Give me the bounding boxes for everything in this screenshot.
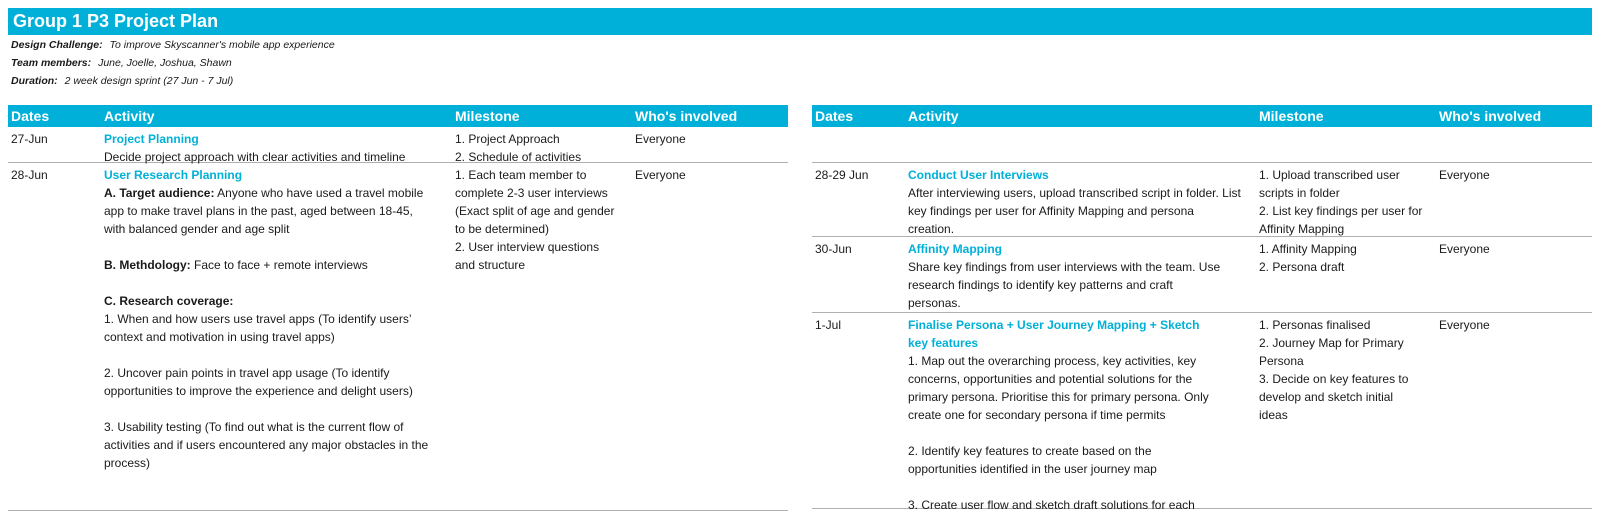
- row-date: 30-Jun: [815, 242, 852, 256]
- row-who: Everyone: [635, 132, 686, 146]
- row-who: Everyone: [1439, 168, 1490, 182]
- header-dates: Dates: [11, 108, 50, 124]
- research-coverage-label: C. Research coverage:: [104, 294, 234, 308]
- milestone-note: (Exact split of age and gender to be determined): [455, 204, 615, 236]
- milestone-item: 2. Schedule of activities: [455, 150, 582, 164]
- activity-step: 2. Identify key features to create based on the opportunities identified in the user journey map: [908, 444, 1157, 476]
- target-audience-text: Anyone who have used a travel mobile app to make travel plans in the past, aged between 18-45, with balanced gender and age split: [104, 186, 424, 236]
- activity-title: Affinity Mapping: [908, 242, 1002, 256]
- row-milestone: [1259, 166, 1424, 238]
- table-row: [8, 163, 788, 511]
- team-members-label: Team members:: [11, 57, 92, 69]
- header-who: Who's involved: [635, 108, 738, 124]
- milestone-item: 1. Project Approach: [455, 132, 560, 146]
- table-header: [8, 105, 788, 127]
- activity-desc: Share key findings from user interviews with the team. Use research findings to identify key patterns and craft personas.: [908, 260, 1221, 310]
- header-who: Who's involved: [1439, 108, 1542, 124]
- plan-table-left: [8, 105, 788, 511]
- duration-label: Duration:: [11, 75, 58, 87]
- activity-title: Conduct User Interviews: [908, 168, 1049, 182]
- coverage-item: 2. Uncover pain points in travel app usage (To identify opportunities to improve the experience and delight users): [104, 366, 413, 398]
- row-date: 28-Jun: [11, 168, 48, 182]
- header-activity: Activity: [104, 108, 155, 124]
- milestone-item: 2. List key findings per user for Affinity Mapping: [1259, 204, 1423, 236]
- table-row: [8, 127, 788, 163]
- duration-value: 2 week design sprint (27 Jun - 7 Jul): [64, 75, 234, 87]
- table-row-empty: [812, 127, 1592, 163]
- row-date: 28-29 Jun: [815, 168, 869, 182]
- page-title: Group 1 P3 Project Plan: [8, 8, 1592, 35]
- row-activity: [908, 240, 1228, 312]
- header-activity: Activity: [908, 108, 959, 124]
- row-activity: [908, 316, 1218, 514]
- design-challenge-value: To improve Skyscanner's mobile app experience: [109, 39, 335, 51]
- row-date: 1-Jul: [815, 318, 842, 332]
- row-milestone: [1259, 316, 1419, 424]
- milestone-item: 2. Journey Map for Primary Persona: [1259, 336, 1404, 368]
- milestone-item: 2. Persona draft: [1259, 260, 1345, 274]
- methodology-text: Face to face + remote interviews: [194, 258, 368, 272]
- coverage-item: 3. Usability testing (To find out what is the current flow of activities and if users encountered any major obstacles in the process): [104, 420, 429, 470]
- row-who: Everyone: [635, 168, 686, 182]
- activity-step: 3. Create user flow and sketch draft solutions for each: [908, 498, 1195, 512]
- team-members: [11, 56, 232, 70]
- row-milestone: [455, 130, 630, 166]
- row-activity: [908, 166, 1243, 238]
- activity-desc: After interviewing users, upload transcribed script in folder. List key findings per user for Affinity Mapping and persona creation.: [908, 186, 1241, 236]
- row-activity: [104, 130, 444, 166]
- methodology-label: B. Methdology:: [104, 258, 191, 272]
- row-who: Everyone: [1439, 318, 1490, 332]
- table-row: [812, 163, 1592, 237]
- team-members-value: June, Joelle, Joshua, Shawn: [98, 57, 232, 69]
- plan-table-right: [812, 105, 1592, 512]
- design-challenge: [11, 38, 335, 52]
- methodology: [104, 256, 434, 274]
- table-row: [812, 313, 1592, 512]
- row-who: Everyone: [1439, 242, 1490, 256]
- milestone-item: 1. Personas finalised: [1259, 318, 1371, 332]
- table-row: [812, 237, 1592, 313]
- row-milestone: [1259, 240, 1424, 276]
- activity-title: User Research Planning: [104, 168, 243, 182]
- activity-step: 1. Map out the overarching process, key activities, key concerns, opportunities and potential solutions for the primary persona. Prioritise this for primary persona. Only create one for secondary persona if time permits: [908, 354, 1209, 422]
- milestone-item: 1. Each team member to complete 2-3 user interviews: [455, 168, 608, 200]
- row-date: 27-Jun: [11, 132, 48, 146]
- table-header: [812, 105, 1592, 127]
- milestone-item: 1. Upload transcribed user scripts in folder: [1259, 168, 1400, 200]
- milestone-item: 3. Decide on key features to develop and sketch initial ideas: [1259, 372, 1409, 422]
- header-milestone: Milestone: [1259, 108, 1324, 124]
- design-challenge-label: Design Challenge:: [11, 39, 103, 51]
- row-milestone: [455, 166, 615, 274]
- header-dates: Dates: [815, 108, 854, 124]
- activity-desc: Decide project approach with clear activities and timeline: [104, 150, 406, 164]
- target-audience: [104, 184, 434, 238]
- header-milestone: Milestone: [455, 108, 520, 124]
- milestone-item: 1. Affinity Mapping: [1259, 242, 1357, 256]
- activity-title: Finalise Persona + User Journey Mapping + Sketch key features: [908, 318, 1200, 350]
- coverage-item: 1. When and how users use travel apps (To identify users’ context and motivation in using travel apps): [104, 312, 412, 344]
- activity-title: Project Planning: [104, 132, 199, 146]
- milestone-item: 2. User interview questions and structure: [455, 240, 600, 272]
- target-audience-label: A. Target audience:: [104, 186, 215, 200]
- duration: [11, 74, 233, 88]
- row-activity: [104, 166, 434, 472]
